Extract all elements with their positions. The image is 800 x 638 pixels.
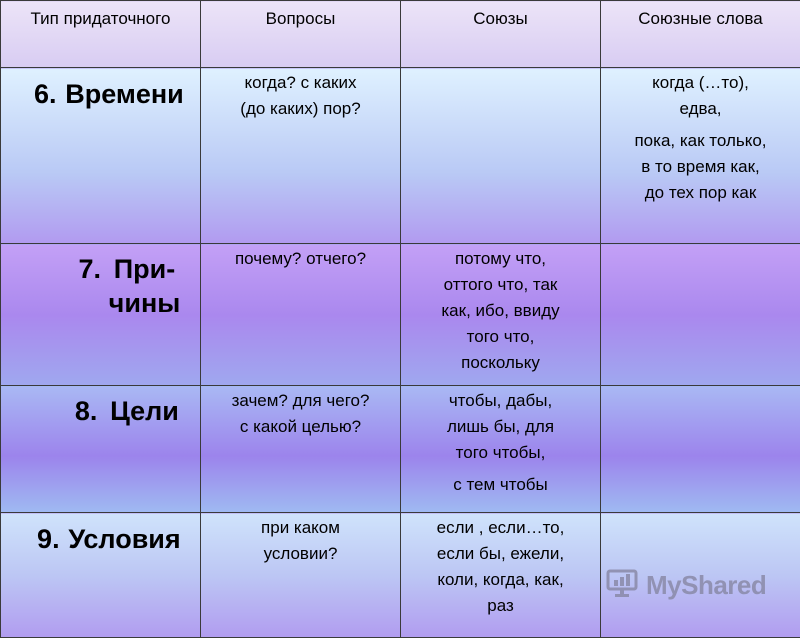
question-line: зачем? для чего? <box>201 388 400 414</box>
allied-word-line: до тех пор как <box>601 180 800 206</box>
conjunction-line: с тем чтобы <box>401 472 600 498</box>
conjunction-line: коли, когда, как, <box>401 567 600 593</box>
clause-type-title: При- <box>114 254 176 284</box>
header-clause-type: Тип придаточного <box>1 1 201 68</box>
header-row <box>1 1 800 68</box>
clause-type-title: Времени <box>65 79 184 109</box>
conjunction-line: того что, <box>401 324 600 350</box>
conjunctions-cell <box>401 513 601 638</box>
conjunction-line: оттого что, так <box>401 272 600 298</box>
conjunction-line: чтобы, дабы, <box>401 388 600 414</box>
row-number: 7. <box>66 252 114 286</box>
allied-word-line: пока, как только, <box>601 128 800 154</box>
table-row <box>1 68 800 244</box>
clause-type-cell <box>1 386 201 513</box>
questions-cell <box>201 386 401 513</box>
questions-cell <box>201 244 401 386</box>
table-row <box>1 244 800 386</box>
header-allied-words: Союзные слова <box>601 1 800 68</box>
clause-type-title-cont: чины <box>41 286 200 320</box>
row-number: 9. <box>28 523 68 555</box>
allied-words-cell <box>601 68 800 244</box>
clause-type-cell <box>1 244 201 386</box>
clause-type-title: Условия <box>68 524 180 554</box>
question-line: почему? отчего? <box>201 246 400 272</box>
myshared-logo-icon <box>606 568 640 603</box>
conjunctions-cell <box>401 68 601 244</box>
header-conjunctions: Союзы <box>401 1 601 68</box>
questions-cell <box>201 513 401 638</box>
conjunction-line: поскольку <box>401 350 600 376</box>
questions-cell <box>201 68 401 244</box>
conjunction-line: потому что, <box>401 246 600 272</box>
question-line: условии? <box>201 541 400 567</box>
allied-words-cell <box>601 244 800 386</box>
allied-words-cell <box>601 386 800 513</box>
conjunctions-cell <box>401 386 601 513</box>
watermark-text: MyShared <box>646 570 766 601</box>
question-line: с какой целью? <box>201 414 400 440</box>
clause-type-cell <box>1 68 201 244</box>
question-line: когда? с каких <box>201 70 400 96</box>
conjunctions-cell <box>401 244 601 386</box>
clause-type-cell <box>1 513 201 638</box>
row-number: 8. <box>62 394 110 428</box>
question-line: (до каких) пор? <box>201 96 400 122</box>
allied-word-line: в то время как, <box>601 154 800 180</box>
header-questions: Вопросы <box>201 1 401 68</box>
row-number: 6. <box>25 78 65 110</box>
allied-word-line: когда (…то), <box>601 70 800 96</box>
allied-word-line: едва, <box>601 96 800 122</box>
conjunction-line: лишь бы, для <box>401 414 600 440</box>
conjunction-line: если , если…то, <box>401 515 600 541</box>
conjunction-line: того чтобы, <box>401 440 600 466</box>
table-row <box>1 386 800 513</box>
conjunction-line: раз <box>401 593 600 619</box>
myshared-watermark <box>606 568 766 603</box>
conjunction-line: как, ибо, ввиду <box>401 298 600 324</box>
clause-type-title: Цели <box>110 396 179 426</box>
question-line: при каком <box>201 515 400 541</box>
conjunction-line: если бы, ежели, <box>401 541 600 567</box>
